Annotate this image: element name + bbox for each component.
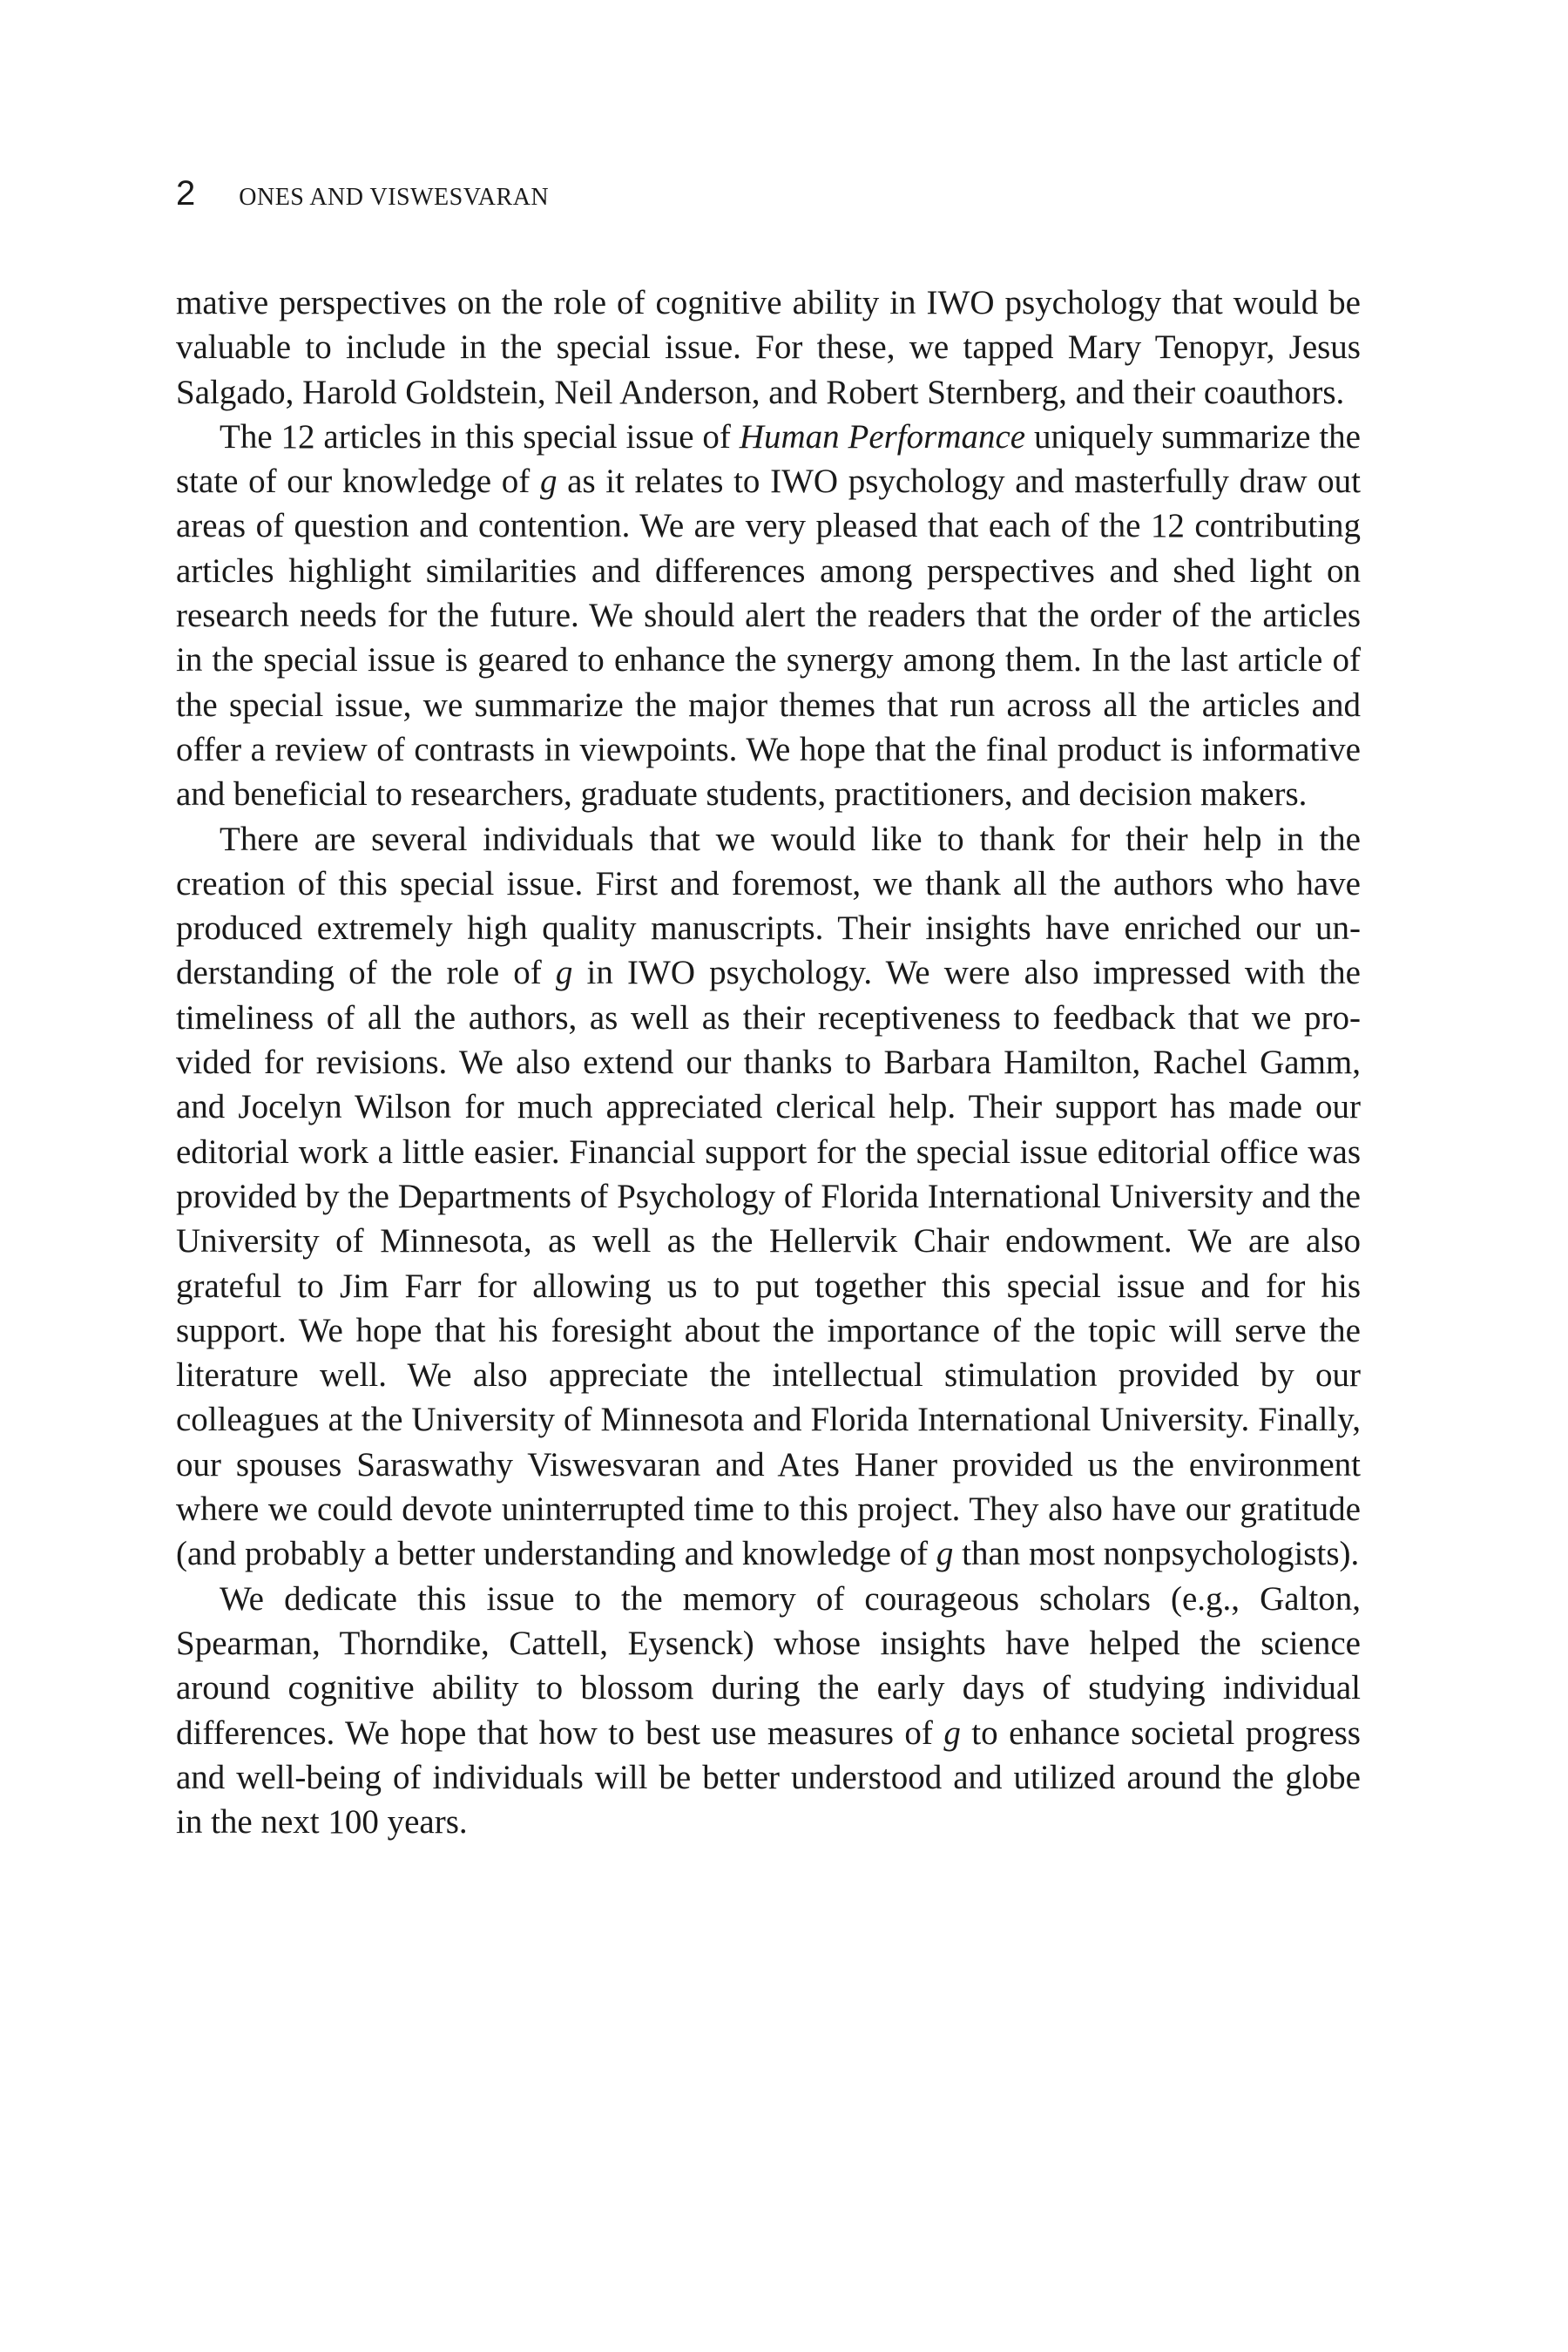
paragraph-2 [176, 415, 1361, 817]
page-number: 2 [176, 174, 196, 213]
paragraph-text: We dedicate this issue to the memory of courageous scholars (e.g., Galton, Spearman, Thorndike, Cattell, Eysenck) whose insights have helped the science around cognitive ability to blossom during the early days of studying individual differences. We hope that how to best use measures of [176, 1579, 1361, 1752]
paragraph-text: There are several individuals that we would like to thank for their help in the creation of this special issue. First and foremost, we thank all the authors who have produced extremely high quality manuscripts. Their insights have enriched our understanding of the role of [176, 820, 1361, 992]
g-symbol: g [555, 954, 573, 992]
g-symbol: g [539, 463, 558, 501]
g-symbol: g [943, 1713, 961, 1752]
paragraph-4 [176, 1577, 1361, 1845]
paragraph-text: mative perspectives on the role of cognitive ability in IWO psychology that would be valuable to include in the special issue. For these, we tapped Mary Tenopyr, Jesus Salgado, Harold Goldstein, Neil Anderson, and Robert Sternberg, and their coauthors. [176, 284, 1361, 411]
journal-title: Human Performance [739, 417, 1026, 456]
page-header [176, 174, 1361, 218]
body-text [176, 280, 1361, 1844]
running-head: ONES AND VISWESVARAN [239, 184, 550, 211]
paragraph-text: The 12 articles in this special issue of [220, 417, 740, 456]
paragraph-3 [176, 817, 1361, 1577]
paragraph-text: to enhance societal progress and well-being of individuals will be better understood and utilized around the globe in the next 100 years. [176, 1713, 1361, 1842]
paragraph-text: than most nonpsychologists). [953, 1535, 1360, 1573]
paragraph-1 [176, 280, 1361, 415]
paragraph-text: as it relates to IWO psychology and masterfully draw out areas of question and contention. We are very pleased that each of the 12 contributing articles highlight similarities and differences among perspectives and shed light on research needs for the future. We should alert the readers that the order of the articles in the special issue is geared to enhance the synergy among them. In the last article of the special issue, we summarize the major themes that run across all the articles and offer a review of contrasts in viewpoints. We hope that the final product is informative and beneficial to researchers, graduate students, practitioners, and decision makers. [176, 463, 1361, 814]
g-symbol: g [936, 1535, 954, 1573]
paragraph-text: uniquely summarize the state of our knowledge of [176, 417, 1361, 501]
paragraph-text: in IWO psychology. We were also impressed with the timeliness of all the authors, as well as their receptiveness to feedback that we provided for revisions. We also extend our thanks to Barbara Hamilton, Rachel Gamm, and Jocelyn Wilson for much appreciated clerical help. Their support has made our editorial work a little easier. Financial support for the special issue editorial office was provided by the Departments of Psychology of Florida International University and the University of Minnesota, as well as the Hellervik Chair endowment. We are also grateful to Jim Farr for allowing us to put together this special issue and for his support. We hope that his foresight about the importance of the topic will serve the literature well. We also appreciate the intellectual stimulation provided by our colleagues at the University of Minnesota and Florida International University. Finally, our spouses Saraswathy Viswesvaran and Ates Haner provided us the environment where we could devote uninterrupted time to this project. They also have our gratitude (and probably a better understanding and knowledge of [176, 954, 1361, 1573]
